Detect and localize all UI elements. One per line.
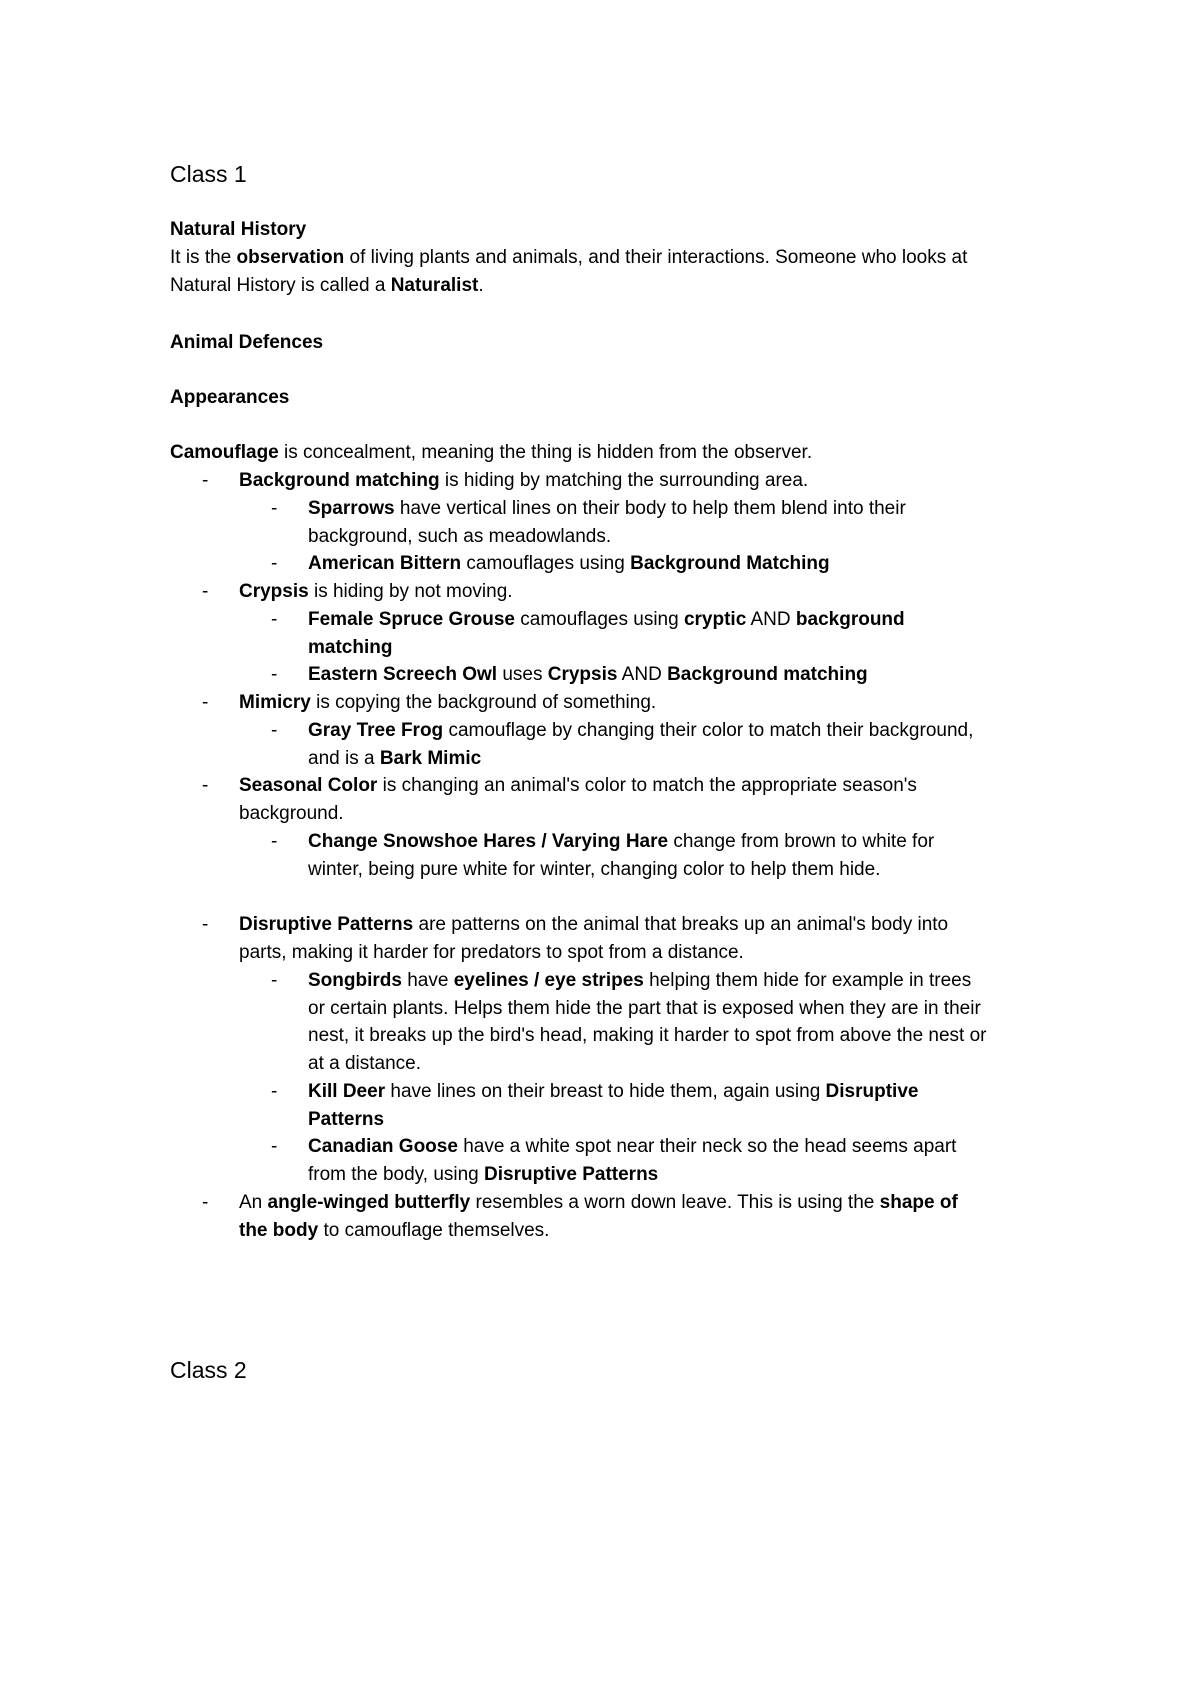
text-run: have vertical lines on their body to help them blend into their: [394, 498, 906, 519]
bold-term: Change Snowshoe Hares / Varying Hare: [308, 831, 669, 852]
bold-term: the body: [239, 1220, 319, 1241]
bold-term: Patterns: [308, 1109, 385, 1130]
text-line: [308, 663, 868, 687]
bold-term: Background Matching: [630, 553, 830, 574]
text-run: or certain plants. Helps them hide the part that is exposed when they are in their: [308, 998, 981, 1019]
text-line: [308, 1080, 918, 1104]
bold-term: Disruptive Patterns: [484, 1164, 659, 1185]
text-line: [308, 997, 981, 1021]
text-line: [308, 1052, 421, 1076]
bold-term: matching: [308, 637, 393, 658]
text-line: [239, 774, 917, 798]
text-run: AND: [617, 664, 668, 685]
bold-term: Camouflage: [170, 442, 279, 463]
bold-term: Background matching: [239, 470, 440, 491]
bold-term: Songbirds: [308, 970, 402, 991]
bullet-dash: -: [271, 553, 278, 574]
text-run: at a distance.: [308, 1053, 422, 1074]
bullet-dash: -: [271, 831, 278, 852]
text-run: are patterns on the animal that breaks up an animal's body into: [413, 914, 949, 935]
text-run: camouflages using: [461, 553, 631, 574]
text-run: is changing an animal's color to match the appropriate season's: [377, 775, 917, 796]
class-2-heading: Class 2: [170, 1357, 247, 1383]
bullet-dash: -: [202, 914, 209, 935]
text-run: change from brown to white for: [668, 831, 935, 852]
text-line: [308, 1163, 658, 1187]
text-line: [239, 1191, 958, 1215]
text-line: [239, 469, 808, 493]
text-run: helping them hide for example in trees: [643, 970, 972, 991]
bold-term: angle-winged butterfly: [267, 1192, 471, 1213]
bullet-dash: -: [202, 692, 209, 713]
text-line: [239, 691, 656, 715]
text-run: AND: [746, 609, 796, 630]
text-run: and is a: [308, 748, 380, 769]
text-run: is hiding by not moving.: [308, 581, 513, 602]
text-run: .: [478, 275, 484, 296]
bold-term: Crypsis: [239, 581, 309, 602]
text-line: [239, 941, 744, 965]
text-run: background.: [239, 803, 344, 824]
text-line: [239, 802, 344, 826]
text-run: is concealment, meaning the thing is hidden from the observer.: [278, 442, 813, 463]
text-run: uses: [497, 664, 548, 685]
class-1-heading: Class 1: [170, 161, 247, 187]
bold-term: Natural History: [170, 219, 307, 240]
text-run: of living plants and animals, and their interactions. Someone who looks at: [344, 247, 968, 268]
text-run: have: [401, 970, 454, 991]
bold-term: Sparrows: [308, 498, 395, 519]
bold-term: Canadian Goose: [308, 1136, 458, 1157]
text-run: from the body, using: [308, 1164, 485, 1185]
text-run: parts, making it harder for predators to spot from a distance.: [239, 942, 744, 963]
bold-term: Background matching: [667, 664, 868, 685]
text-run: An: [239, 1192, 268, 1213]
bold-term: Bark Mimic: [379, 748, 482, 769]
text-line: [170, 441, 812, 465]
text-run: is copying the background of something.: [310, 692, 657, 713]
text-line: [308, 830, 934, 854]
bullet-dash: -: [271, 609, 278, 630]
bold-term: Appearances: [170, 387, 290, 408]
text-line: [308, 1024, 987, 1048]
bold-term: Mimicry: [239, 692, 311, 713]
text-line: [308, 497, 906, 521]
bullet-dash: -: [271, 970, 278, 991]
text-run: have lines on their breast to hide them, again using: [385, 1081, 826, 1102]
bullet-dash: -: [202, 581, 209, 602]
bold-term: American Bittern: [308, 553, 462, 574]
bullet-dash: -: [202, 470, 209, 491]
text-line: [308, 1108, 384, 1132]
text-run: camouflages using: [514, 609, 684, 630]
bold-term: Naturalist: [390, 275, 479, 296]
text-line: [308, 969, 971, 993]
bold-term: Disruptive: [825, 1081, 919, 1102]
text-line: [239, 580, 513, 604]
text-run: Natural History is called a: [170, 275, 391, 296]
bullet-dash: -: [271, 720, 278, 741]
text-line: [170, 386, 289, 410]
bold-term: Crypsis: [547, 664, 618, 685]
bold-term: background: [795, 609, 905, 630]
text-line: [170, 331, 323, 355]
text-line: [308, 552, 830, 576]
bold-term: cryptic: [683, 609, 747, 630]
text-run: background, such as meadowlands.: [308, 526, 612, 547]
text-run: is hiding by matching the surrounding area.: [439, 470, 809, 491]
bold-term: Disruptive Patterns: [239, 914, 414, 935]
text-run: resembles a worn down leave. This is using the: [470, 1192, 880, 1213]
text-run: winter, being pure white for winter, changing color to help them hide.: [308, 859, 881, 880]
text-line: [308, 525, 611, 549]
text-run: camouflage by changing their color to match their background,: [443, 720, 974, 741]
text-run: nest, it breaks up the bird's head, making it harder to spot from above the nest or: [308, 1025, 987, 1046]
bullet-dash: -: [271, 1081, 278, 1102]
bold-term: Animal Defences: [170, 332, 324, 353]
bullet-dash: -: [202, 775, 209, 796]
bold-term: Seasonal Color: [239, 775, 378, 796]
bold-term: Gray Tree Frog: [308, 720, 444, 741]
text-line: [170, 218, 306, 242]
text-line: [308, 636, 392, 660]
text-line: [308, 747, 481, 771]
bullet-dash: -: [271, 1136, 278, 1157]
text-line: [308, 608, 905, 632]
text-run: have a white spot near their neck so the head seems apart: [457, 1136, 957, 1157]
text-run: to camouflage themselves.: [318, 1220, 550, 1241]
bullet-dash: -: [271, 664, 278, 685]
text-line: [170, 246, 967, 270]
text-run: It is the: [170, 247, 237, 268]
bold-term: observation: [236, 247, 345, 268]
bullet-dash: -: [271, 498, 278, 519]
text-line: [170, 274, 484, 298]
bold-term: eyelines / eye stripes: [453, 970, 644, 991]
text-line: [308, 858, 880, 882]
text-line: [239, 1219, 549, 1243]
bullet-dash: -: [202, 1192, 209, 1213]
bold-term: Female Spruce Grouse: [308, 609, 515, 630]
text-line: [308, 1135, 956, 1159]
bold-term: shape of: [879, 1192, 958, 1213]
bold-term: Kill Deer: [308, 1081, 386, 1102]
text-line: [308, 719, 973, 743]
text-line: [239, 913, 948, 937]
bold-term: Eastern Screech Owl: [308, 664, 498, 685]
